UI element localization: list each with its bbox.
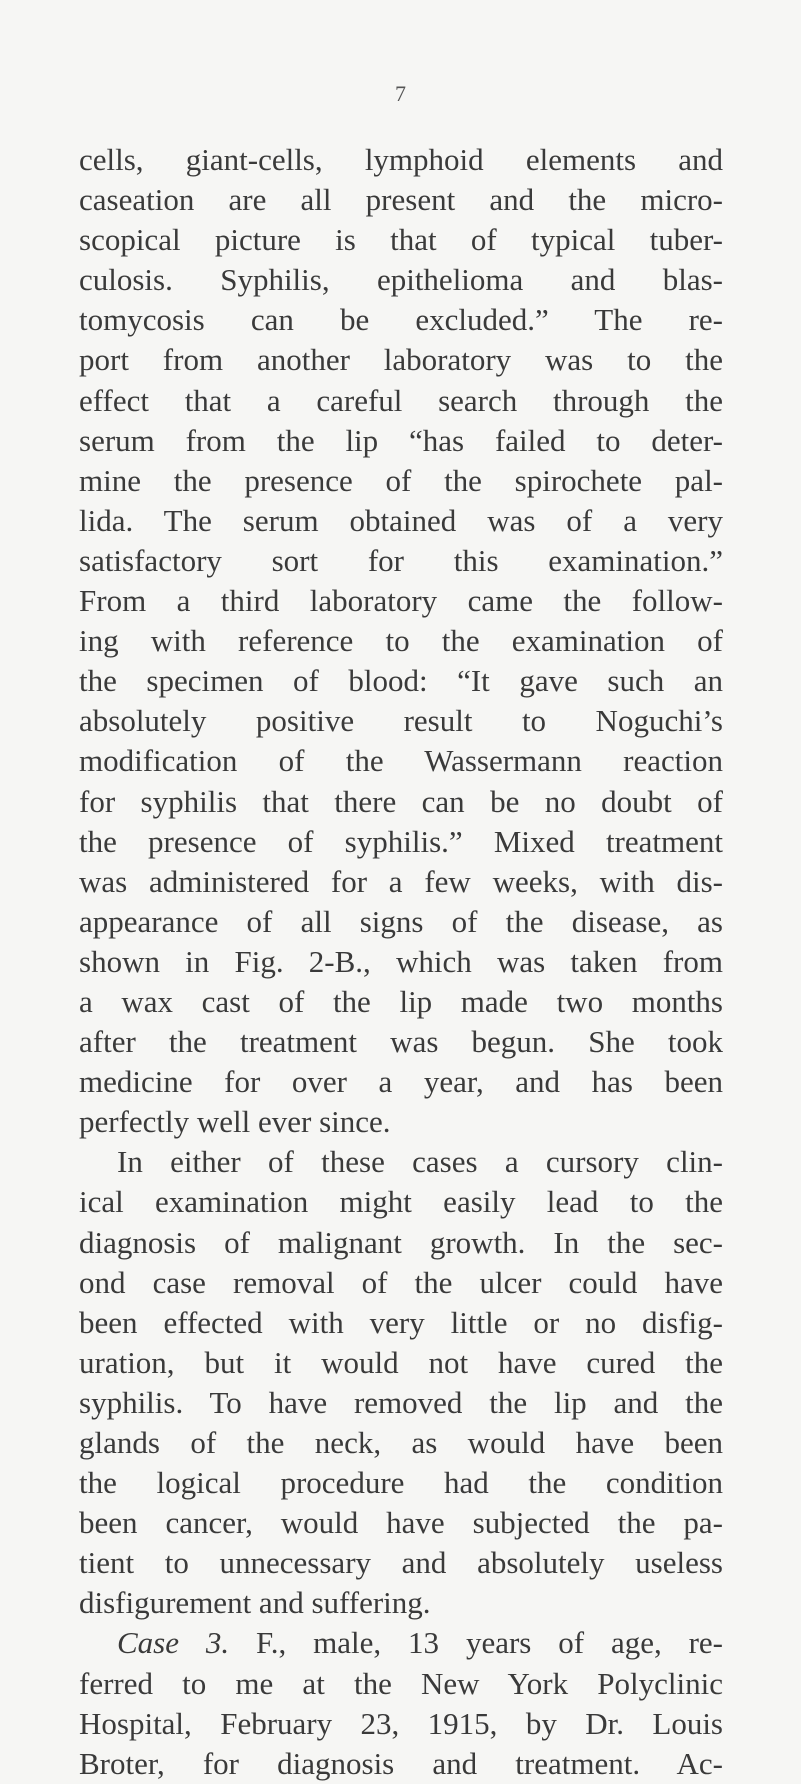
text-line: ferred to me at the New York Polyclinic xyxy=(79,1665,723,1701)
case-3-first-line xyxy=(79,1623,723,1663)
text-line: lida. The serum obtained was of a very xyxy=(79,502,723,538)
text-line: tient to unnecessary and absolutely useless xyxy=(79,1545,723,1581)
text-line: absolutely positive result to Noguchi’s xyxy=(79,703,723,739)
text-line: effect that a careful search through the xyxy=(79,382,723,418)
text-line: caseation are all present and the micro- xyxy=(79,182,723,218)
paragraph-end-line: perfectly well ever since. xyxy=(79,1104,391,1140)
text-line: uration, but it would not have cured the xyxy=(79,1344,723,1380)
text-line: From a third laboratory came the follow- xyxy=(79,583,723,619)
text-line: for syphilis that there can be no doubt of xyxy=(79,783,723,819)
case-3-line1-text: F., male, 13 years of age, re- xyxy=(229,1625,724,1661)
body-text xyxy=(79,140,723,1784)
text-line: cells, giant-cells, lymphoid elements and xyxy=(79,142,723,177)
text-line: been cancer, would have subjected the pa- xyxy=(79,1505,723,1541)
text-line: culosis. Syphilis, epithelioma and blas- xyxy=(79,262,723,298)
text-line: Broter, for diagnosis and treatment. Ac- xyxy=(79,1745,723,1781)
text-line: the presence of syphilis.” Mixed treatment xyxy=(79,823,723,859)
paragraph-end-line: disfigurement and suffering. xyxy=(79,1585,431,1621)
text-line: the logical procedure had the condition xyxy=(79,1465,723,1501)
text-line: glands of the neck, as would have been xyxy=(79,1425,723,1460)
text-line: a wax cast of the lip made two months xyxy=(79,983,723,1019)
text-line: diagnosis of malignant growth. In the sec- xyxy=(79,1224,723,1260)
text-line: mine the presence of the spirochete pal- xyxy=(79,462,723,498)
text-line: satisfactory sort for this examination.” xyxy=(79,542,723,578)
paragraph-start-line: In either of these cases a cursory clin- xyxy=(117,1144,723,1180)
case-3-label: Case 3. xyxy=(117,1625,230,1661)
text-line: syphilis. To have removed the lip and the xyxy=(79,1384,723,1420)
text-line: been effected with very little or no disfig- xyxy=(79,1304,723,1340)
text-line: port from another laboratory was to the xyxy=(79,342,723,378)
text-line: tomycosis can be excluded.” The re- xyxy=(79,302,723,338)
text-line: ing with reference to the examination of xyxy=(79,623,723,659)
text-line: medicine for over a year, and has been xyxy=(79,1064,723,1100)
text-line: scopical picture is that of typical tuber- xyxy=(79,222,723,258)
text-line: appearance of all signs of the disease, as xyxy=(79,903,723,939)
text-line: the specimen of blood: “It gave such an xyxy=(79,663,723,699)
text-line: was administered for a few weeks, with dis- xyxy=(79,863,723,899)
text-line: ond case removal of the ulcer could have xyxy=(79,1264,723,1300)
text-line: ical examination might easily lead to the xyxy=(79,1184,723,1220)
text-line: modification of the Wassermann reaction xyxy=(79,743,723,779)
text-line: after the treatment was begun. She took xyxy=(79,1024,723,1060)
text-line: serum from the lip “has failed to deter- xyxy=(79,422,723,458)
page-number: 7 xyxy=(395,81,406,106)
text-line: Hospital, February 23, 1915, by Dr. Louis xyxy=(79,1705,723,1741)
text-line: shown in Fig. 2-B., which was taken from xyxy=(79,943,723,979)
